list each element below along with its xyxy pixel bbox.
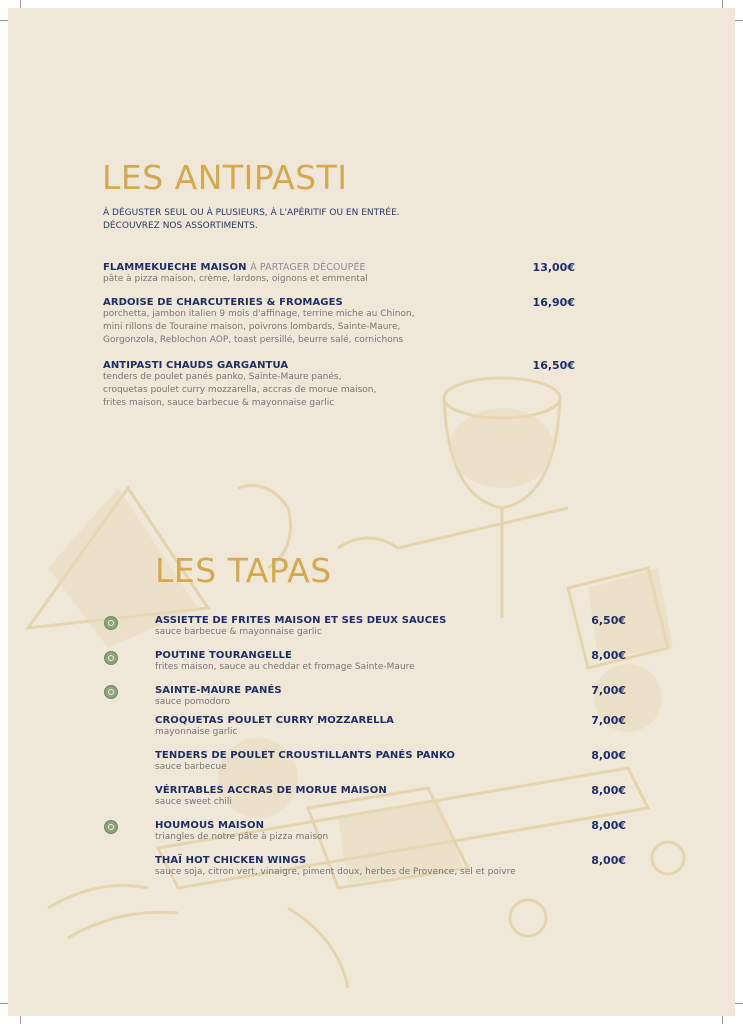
menu-item — [103, 262, 368, 286]
menu-page — [8, 8, 735, 1016]
menu-item — [155, 685, 282, 709]
menu-item — [155, 715, 394, 739]
item-name: ARDOISE DE CHARCUTERIES & FROMAGES — [103, 297, 343, 308]
vegetarian-leaf-icon — [104, 685, 118, 699]
antipasti-title: LES ANTIPASTI — [102, 158, 348, 197]
item-desc: frites maison, sauce au cheddar et fromage Sainte-Maure — [155, 662, 415, 672]
item-desc: frites maison, sauce barbecue & mayonnaise garlic — [103, 398, 335, 408]
item-name: POUTINE TOURANGELLE — [155, 650, 292, 661]
item-desc: pâte à pizza maison, crème, lardons, oignons et emmental — [103, 274, 368, 284]
item-desc: sauce barbecue & mayonnaise garlic — [155, 627, 322, 637]
item-desc: Gorgonzola, Reblochon AOP, toast persillé, beurre salé, cornichons — [103, 335, 404, 345]
menu-item — [155, 615, 446, 639]
item-desc: triangles de notre pâte à pizza maison — [155, 832, 329, 842]
item-subtitle: À PARTAGER DÉCOUPÉE — [250, 262, 366, 273]
item-desc: mayonnaise garlic — [155, 727, 238, 737]
vegetarian-leaf-icon — [104, 616, 118, 630]
menu-item — [103, 297, 415, 347]
item-price: 8,00€ — [591, 819, 626, 832]
item-price: 8,00€ — [591, 649, 626, 662]
menu-item — [155, 750, 455, 774]
crop-mark — [735, 1003, 743, 1004]
item-price: 7,00€ — [591, 714, 626, 727]
item-price: 16,50€ — [532, 359, 575, 372]
item-name: THAÏ HOT CHICKEN WINGS — [155, 855, 307, 866]
crop-mark — [722, 1016, 723, 1024]
menu-item — [155, 820, 328, 844]
item-name: SAINTE-MAURE PANÉS — [155, 685, 282, 696]
crop-mark — [20, 0, 21, 8]
vegetarian-leaf-icon — [104, 651, 118, 665]
crop-mark — [735, 20, 743, 21]
item-price: 16,90€ — [532, 296, 575, 309]
crop-mark — [20, 1016, 21, 1024]
item-name: CROQUETAS POULET CURRY MOZZARELLA — [155, 715, 394, 726]
item-price: 8,00€ — [591, 749, 626, 762]
item-name: ASSIETTE DE FRITES MAISON ET SES DEUX SAUCES — [155, 615, 447, 626]
item-desc: mini rillons de Touraine maison, poivrons lombards, Sainte-Maure, — [103, 322, 401, 332]
item-price: 6,50€ — [591, 614, 626, 627]
antipasti-intro — [103, 207, 400, 233]
item-desc: sauce pomodoro — [155, 697, 230, 707]
item-desc: croquetas poulet curry mozzarella, accras de morue maison, — [103, 385, 377, 395]
item-name: FLAMMEKUECHE MAISON À PARTAGER DÉCOUPÉE — [103, 262, 366, 273]
item-desc: sauce sweet chili — [155, 797, 232, 807]
item-desc: porchetta, jambon italien 9 mois d'affinage, terrine miche au Chinon, — [103, 309, 415, 319]
item-desc: sauce barbecue — [155, 762, 227, 772]
crop-mark — [722, 0, 723, 8]
vegetarian-leaf-icon — [104, 820, 118, 834]
item-price: 8,00€ — [591, 784, 626, 797]
intro-line: DÉCOUVREZ NOS ASSORTIMENTS. — [103, 221, 258, 231]
item-name: HOUMOUS MAISON — [155, 820, 265, 831]
item-desc: sauce soja, citron vert, vinaigre, piment doux, herbes de Provence, sel et poivre — [155, 867, 516, 877]
crop-mark — [0, 20, 8, 21]
crop-mark — [0, 1003, 8, 1004]
menu-item — [155, 785, 387, 809]
item-name: ANTIPASTI CHAUDS GARGANTUA — [103, 360, 289, 371]
item-price: 13,00€ — [532, 261, 575, 274]
item-price: 7,00€ — [591, 684, 626, 697]
tapas-title: LES TAPAS — [155, 551, 332, 590]
item-price: 8,00€ — [591, 854, 626, 867]
menu-item — [155, 855, 516, 879]
intro-line: À DÉGUSTER SEUL OU À PLUSIEURS, À L'APÉRITIF OU EN ENTRÉE. — [103, 208, 400, 218]
menu-item — [103, 360, 376, 410]
item-name: TENDERS DE POULET CROUSTILLANTS PANÉS PANKO — [155, 750, 456, 761]
item-desc: tenders de poulet panés panko, Sainte-Maure panés, — [103, 372, 342, 382]
item-name: VÉRITABLES ACCRAS DE MORUE MAISON — [155, 785, 387, 796]
menu-item — [155, 650, 415, 674]
